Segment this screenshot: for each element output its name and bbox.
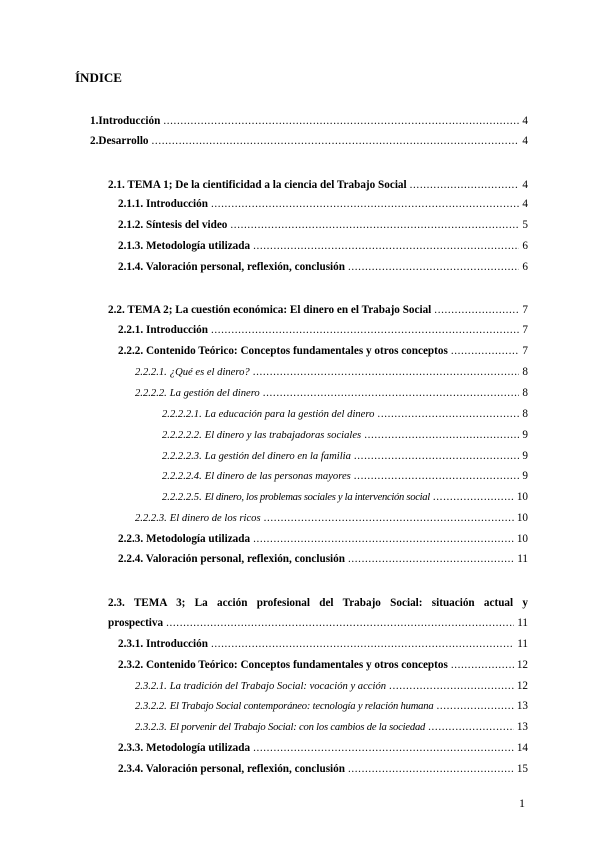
toc-leader — [253, 366, 520, 378]
toc-entry[interactable] — [118, 638, 528, 650]
toc-entry-number: 2.3.2.3. — [135, 722, 167, 733]
toc-entry[interactable] — [118, 553, 528, 565]
toc-leader — [211, 324, 519, 336]
toc-entry[interactable] — [90, 135, 528, 147]
toc-entry-label: La gestión del dinero en la familia — [204, 451, 351, 462]
toc-entry-page: 8 — [522, 408, 528, 420]
toc-entry-page: 11 — [517, 638, 528, 650]
toc-entry-label: 2.3.1. Introducción — [118, 638, 208, 650]
toc-entry-line1[interactable]: 2.3. TEMA 3; La acción profesional del Trabajo Social: situación actual y — [108, 597, 528, 609]
toc-leader — [364, 429, 519, 441]
toc-entry-page: 4 — [522, 115, 528, 127]
toc-entry[interactable] — [118, 533, 528, 545]
toc-entry-label: 2.2. TEMA 2; La cuestión económica: El dinero en el Trabajo Social — [108, 304, 432, 316]
toc-entry[interactable] — [90, 115, 528, 127]
toc-leader — [451, 659, 514, 671]
toc-leader — [451, 345, 520, 357]
toc-entry-label: 2.3.2. Contenido Teórico: Conceptos fundamentales y otros conceptos — [118, 659, 448, 671]
toc-leader — [211, 198, 519, 210]
toc-entry-page: 12 — [516, 659, 528, 671]
toc-leader — [253, 240, 519, 252]
toc-leader — [354, 450, 520, 462]
toc-entry-page: 8 — [522, 366, 528, 378]
toc-entry-label: 2.3.4. Valoración personal, reflexión, conclusión — [118, 763, 345, 775]
toc-leader — [230, 219, 519, 231]
toc-entry-number: 2.2.2.2.1. — [162, 409, 202, 420]
toc-entry-page: 9 — [522, 450, 528, 462]
toc-entry-label: 2.1.1. Introducción — [118, 198, 208, 210]
toc-entry-label: 2.1.2. Síntesis del video — [118, 219, 228, 231]
toc-entry-label: ¿Qué es el dinero? — [169, 367, 250, 378]
toc-entry-page: 6 — [522, 261, 528, 273]
toc-entry-label: Introducción — [98, 115, 161, 127]
toc-entry-label: 2.2.1. Introducción — [118, 324, 208, 336]
toc-leader — [377, 408, 519, 420]
toc-entry[interactable] — [162, 429, 528, 441]
toc-entry-number: 2.2.2.2.4. — [162, 471, 202, 482]
toc-entry-number: 2.2.2.2.3. — [162, 451, 202, 462]
toc-entry-label: La gestión del dinero — [169, 388, 260, 399]
toc-entry-number: 2.3.2.2. — [135, 701, 167, 712]
toc-entry[interactable] — [118, 261, 528, 273]
toc-entry-label: 2.2.3. Metodología utilizada — [118, 533, 251, 545]
toc-entry-label: El dinero de las personas mayores — [204, 471, 351, 482]
toc-leader — [348, 763, 514, 775]
toc-entry[interactable] — [162, 491, 528, 503]
toc-entry-page: 15 — [516, 763, 528, 775]
toc-entry-number: 2.2.2.1. — [135, 367, 167, 378]
toc-entry-page: 10 — [516, 533, 528, 545]
toc-leader — [354, 470, 520, 482]
toc-entry-number: 1. — [90, 115, 99, 127]
toc-entry-label: 2.1. TEMA 1; De la cientificidad a la ciencia del Trabajo Social — [108, 179, 407, 191]
toc-entry[interactable] — [162, 408, 528, 420]
toc-entry[interactable] — [108, 617, 528, 629]
toc-entry-page: 6 — [522, 240, 528, 252]
toc-entry[interactable] — [118, 659, 528, 671]
toc-entry[interactable] — [135, 680, 528, 692]
toc-entry[interactable] — [108, 304, 528, 316]
toc-entry[interactable] — [118, 763, 528, 775]
toc-entry-page: 8 — [522, 387, 528, 399]
toc-entry-label: 2.2.4. Valoración personal, reflexión, conclusión — [118, 553, 345, 565]
toc-entry-page: 11 — [517, 553, 528, 565]
toc-leader — [410, 179, 520, 191]
toc-leader — [263, 387, 520, 399]
toc-entry-page: 13 — [516, 700, 528, 712]
toc-entry-page: 9 — [522, 429, 528, 441]
toc-leader — [389, 680, 514, 692]
toc-entry[interactable] — [162, 470, 528, 482]
toc-leader — [253, 742, 514, 754]
toc-entry-number: 2.3.2.1. — [135, 681, 167, 692]
toc-entry-page: 10 — [516, 491, 528, 503]
toc-entry-label: prospectiva — [108, 617, 164, 629]
toc-entry-label: El Trabajo Social contemporáneo: tecnología y relación humana — [169, 701, 434, 712]
toc-leader — [163, 115, 519, 127]
toc-leader — [264, 512, 514, 524]
toc-entry-label: El porvenir del Trabajo Social: con los cambios de la sociedad — [169, 722, 426, 733]
toc-entry-page: 4 — [522, 135, 528, 147]
toc-entry-page: 12 — [516, 680, 528, 692]
toc-entry-page: 7 — [522, 324, 528, 336]
toc-entry[interactable] — [162, 450, 528, 462]
toc-entry[interactable] — [135, 721, 528, 733]
toc-entry-label: 2.1.4. Valoración personal, reflexión, conclusión — [118, 261, 345, 273]
toc-leader — [433, 491, 514, 503]
toc-entry-page: 7 — [522, 345, 528, 357]
toc-entry-label: La tradición del Trabajo Social: vocación y acción — [169, 681, 387, 692]
toc-entry-page: 4 — [522, 198, 528, 210]
toc-entry-label: El dinero y las trabajadoras sociales — [204, 430, 362, 441]
toc-entry[interactable] — [118, 324, 528, 336]
index-title: ÍNDICE — [75, 70, 122, 85]
page-number: 1 — [519, 796, 525, 810]
toc-entry-label: 2.2.2. Contenido Teórico: Conceptos fundamentales y otros conceptos — [118, 345, 448, 357]
toc-leader — [166, 617, 514, 629]
toc-leader — [253, 533, 514, 545]
toc-entry[interactable] — [135, 700, 528, 712]
toc-entry-page: 4 — [522, 179, 528, 191]
toc-entry-label: El dinero de los ricos — [169, 513, 261, 524]
toc-entry-label: El dinero, los problemas sociales y la intervención social — [204, 492, 430, 503]
toc-entry[interactable] — [118, 742, 528, 754]
toc-entry[interactable] — [135, 512, 528, 524]
toc-entry-number: 2. — [90, 135, 99, 147]
toc-entry-number: 2.2.2.2.5. — [162, 492, 202, 503]
toc-entry[interactable] — [135, 387, 528, 399]
toc-leader — [436, 700, 513, 712]
toc-leader — [211, 638, 514, 650]
toc-entry-label: Desarrollo — [98, 135, 149, 147]
toc-entry-page: 14 — [516, 742, 528, 754]
toc-entry-page: 10 — [516, 512, 528, 524]
toc-entry-number: 2.2.2.3. — [135, 513, 167, 524]
toc-entry-page: 11 — [517, 617, 528, 629]
toc-leader — [434, 304, 519, 316]
toc-entry-label: La educación para la gestión del dinero — [204, 409, 375, 420]
toc-entry-label: 2.1.3. Metodología utilizada — [118, 240, 251, 252]
toc-entry[interactable] — [118, 240, 528, 252]
toc-leader — [348, 553, 514, 565]
toc-leader — [152, 135, 520, 147]
toc-entry[interactable] — [108, 179, 528, 191]
toc-entry[interactable] — [118, 198, 528, 210]
toc-entry[interactable] — [135, 366, 528, 378]
toc-entry[interactable] — [118, 219, 528, 231]
toc-entry-page: 5 — [522, 219, 528, 231]
toc-entry[interactable] — [118, 345, 528, 357]
toc-entry-number: 2.2.2.2.2. — [162, 430, 202, 441]
toc-entry-page: 13 — [516, 721, 528, 733]
toc-entry-number: 2.2.2.2. — [135, 388, 167, 399]
toc-entry-page: 7 — [522, 304, 528, 316]
toc-entry-label: 2.3.3. Metodología utilizada — [118, 742, 251, 754]
toc-entry-page: 9 — [522, 470, 528, 482]
toc-leader — [428, 721, 514, 733]
toc-leader — [348, 261, 519, 273]
